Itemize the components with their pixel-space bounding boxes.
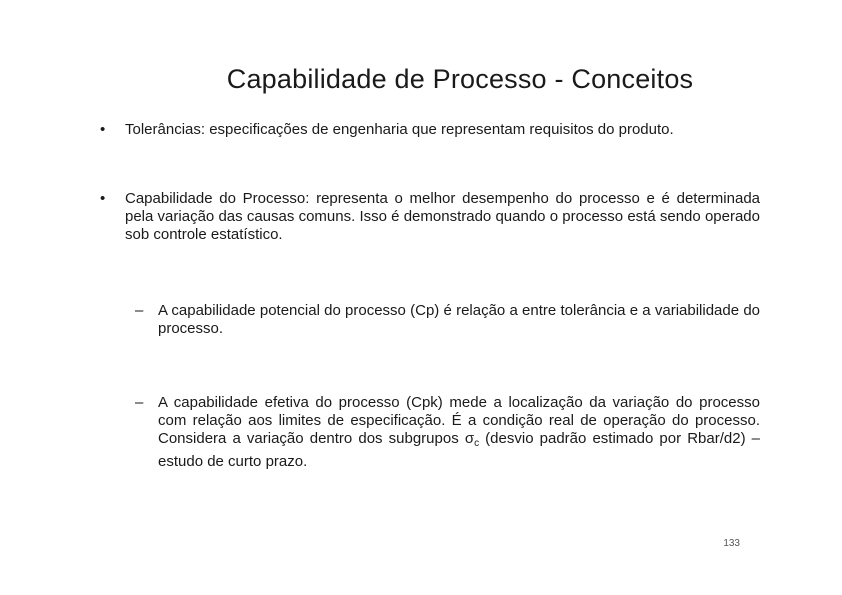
- bullet-tolerancias: [100, 121, 760, 139]
- sub-bullet-cpk: [135, 394, 760, 471]
- slide-title: Capabilidade de Processo - Conceitos: [226, 64, 694, 94]
- sub-bullet-text: A capabilidade potencial do processo (Cp) é relação a entre tolerância e a variabilidade do processo.: [158, 302, 760, 337]
- sub-bullet-text: [158, 394, 760, 471]
- bullet-marker: •: [100, 190, 106, 207]
- sub-bullet-cp: [135, 302, 760, 338]
- cpk-text-after: (desvio padrão estimado por Rbar/d2) – estudo de curto prazo.: [158, 430, 761, 470]
- bullet-text: Capabilidade do Processo: representa o melhor desempenho do processo e é determinada pela variação das causas comuns. Isso é demonstrado quando o processo está sendo operado sob controle estatístico.: [125, 190, 760, 243]
- page-number: 133: [723, 538, 740, 549]
- bullet-text: Tolerâncias: especificações de engenharia que representam requisitos do produto.: [125, 121, 674, 138]
- sigma-subscript: c: [474, 438, 480, 449]
- cpk-text-before: A capabilidade efetiva do processo (Cpk) mede a localização da variação do processo com relação aos limites de especificação. É a condição real de operação do processo. Considera a variação dentro dos subgrupos: [158, 394, 760, 447]
- sub-bullet-marker: –: [135, 302, 144, 319]
- sub-bullet-marker: –: [135, 394, 144, 411]
- bullet-marker: •: [100, 121, 106, 138]
- sigma-symbol: σ: [464, 430, 475, 447]
- bullet-capabilidade-processo: [100, 190, 760, 244]
